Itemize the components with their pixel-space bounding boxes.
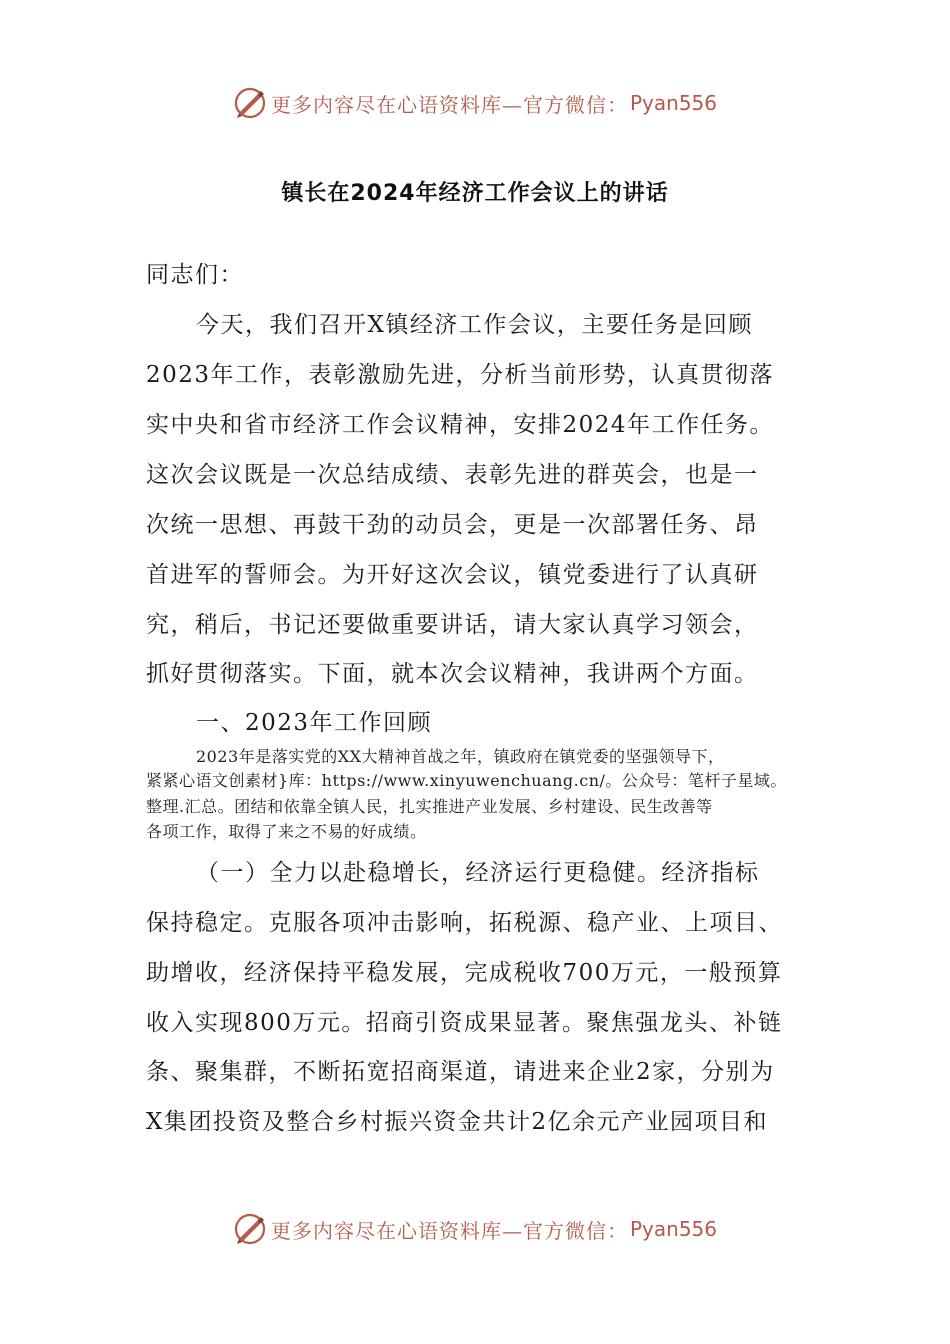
paragraph-line: X集团投资及整合乡村振兴资金共计2亿余元产业园项目和: [146, 1109, 769, 1135]
paragraph-line: 今天，我们召开X镇经济工作会议，主要任务是回顾: [196, 312, 753, 338]
small-paragraph-line: 2023年是落实党的XX大精神首战之年，镇政府在镇党委的坚强领导下，: [196, 747, 725, 766]
header-banner: [0, 83, 950, 123]
small-paragraph-line: 紧紧心语文创素材}库：https://www.xinyuwenchuang.cn/。公众号：笔杆子星域。: [146, 771, 787, 790]
small-paragraph-line: 各项工作，取得了来之不易的好成绩。: [146, 822, 427, 841]
footer-banner: [0, 1209, 950, 1249]
banner-wechat-id: Pyan556: [629, 1217, 717, 1241]
paragraph-line: 首进军的誓师会。为开好这次会议，镇党委进行了认真研: [146, 562, 759, 588]
paragraph-line: 收入实现800万元。招商引资成果显著。聚焦强龙头、补链: [146, 1010, 783, 1036]
banner-text: 更多内容尽在心语资料库—官方微信：: [270, 1218, 628, 1243]
paragraph-line: 2023年工作，表彰激励先进，分析当前形势，认真贯彻落: [146, 362, 775, 388]
banner-wechat-id: Pyan556: [629, 91, 717, 115]
paragraph-line: 助增收，经济保持平稳发展，完成税收700万元，一般预算: [146, 960, 783, 986]
salutation: 同志们：: [146, 262, 244, 288]
pen-logo-icon: [233, 86, 267, 120]
banner-text: 更多内容尽在心语资料库—官方微信：: [270, 92, 628, 117]
small-paragraph-line: 整理.汇总。团结和依靠全镇人民，扎实推进产业发展、乡村建设、民生改善等: [146, 797, 713, 816]
paragraph-line: 次统一思想、再鼓干劲的动员会，更是一次部署任务、昂: [146, 512, 759, 538]
paragraph-line: 这次会议既是一次总结成绩、表彰先进的群英会，也是一: [146, 462, 759, 488]
paragraph-line: 实中央和省市经济工作会议精神，安排2024年工作任务。: [146, 412, 775, 438]
pen-logo-icon: [233, 1212, 267, 1246]
paragraph-line: 抓好贯彻落实。下面，就本次会议精神，我讲两个方面。: [146, 661, 759, 687]
paragraph-line: 条、聚集群，不断拓宽招商渠道，请进来企业2家，分别为: [146, 1059, 775, 1085]
paragraph-line: （一）全力以赴稳增长，经济运行更稳健。经济指标: [196, 860, 760, 886]
document-title: 镇长在2024年经济工作会议上的讲话: [281, 181, 669, 206]
section-heading: 一、2023年工作回顾: [196, 710, 433, 736]
paragraph-line: 保持稳定。克服各项冲击影响，拓税源、稳产业、上项目、: [146, 910, 783, 936]
paragraph-line: 究，稍后，书记还要做重要讲话，请大家认真学习领会，: [146, 612, 759, 638]
